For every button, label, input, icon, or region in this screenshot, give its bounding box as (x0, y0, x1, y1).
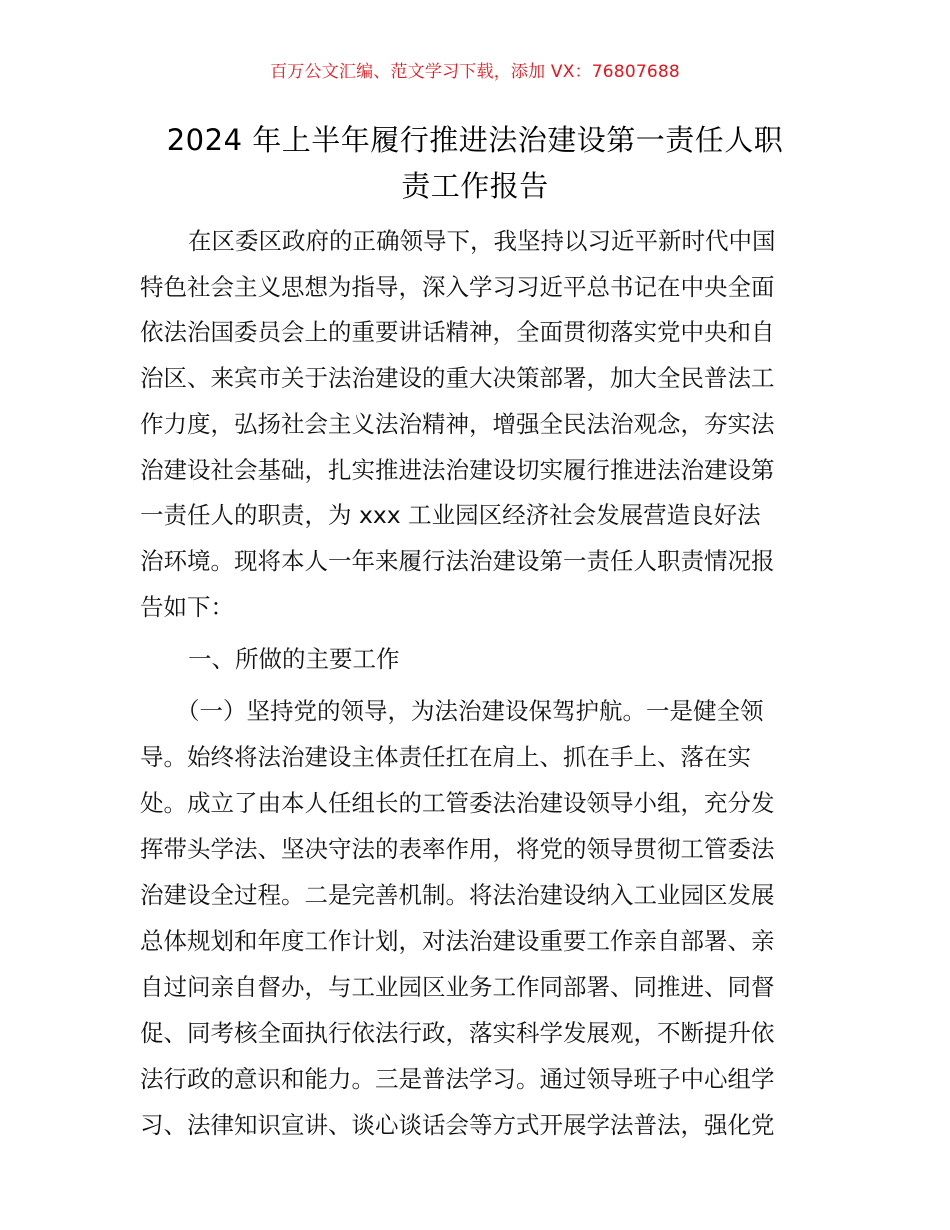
paragraph-line: 促、同考核全面执行依法行政，落实科学发展观，不断提升依 (140, 1019, 775, 1047)
paragraph-line: 挥带头学法、坚决守法的表率作用，将党的领导贯彻工管委法 (140, 835, 775, 863)
paragraph-line: 治环境。现将本人一年来履行法治建设第一责任人职责情况报 (140, 547, 775, 575)
paragraph-line: 在区委区政府的正确领导下，我坚持以习近平新时代中国 (188, 227, 776, 255)
paragraph-line: 习、法律知识宣讲、谈心谈话会等方式开展学法普法，强化党 (140, 1111, 775, 1139)
paragraph-line: 治区、来宾市关于法治建设的重大决策部署，加大全民普法工 (140, 364, 775, 392)
paragraph-line: 特色社会主义思想为指导，深入学习习近平总书记在中央全面 (140, 273, 775, 301)
paragraph-line: 治建设社会基础，扎实推进法治建设切实履行推进法治建设第 (140, 456, 775, 484)
paragraph-line: 依法治国委员会上的重要讲话精神，全面贯彻落实党中央和自 (140, 318, 775, 346)
paragraph-line: 一责任人的职责，为 xxx 工业园区经济社会发展营造良好法 (140, 501, 761, 529)
title-line-2: 责工作报告 (401, 169, 549, 203)
paragraph-line: 作力度，弘扬社会主义法治精神，增强全民法治观念，夯实法 (140, 410, 775, 438)
paragraph-line: 告如下： (140, 593, 234, 621)
paragraph-line: 总体规划和年度工作计划，对法治建设重要工作亲自部署、亲 (140, 927, 775, 955)
paragraph-line: 导。始终将法治建设主体责任扛在肩上、抓在手上、落在实 (140, 743, 751, 771)
paragraph-line: 处。成立了由本人任组长的工管委法治建设领导小组，充分发 (140, 789, 775, 817)
subsection-heading-line: （一）坚持党的领导，为法治建设保驾护航。一是健全领 (176, 697, 764, 725)
title-line-1: 2024 年上半年履行推进法治建设第一责任人职 (166, 123, 784, 157)
paragraph-line: 自过问亲自督办，与工业园区业务工作同部署、同推进、同督 (140, 973, 775, 1001)
paragraph-line: 治建设全过程。二是完善机制。将法治建设纳入工业园区发展 (140, 881, 775, 909)
watermark-banner: 百万公文汇编、范文学习下载，添加 VX：76807688 (270, 62, 680, 82)
paragraph-line: 法行政的意识和能力。三是普法学习。通过领导班子中心组学 (140, 1065, 775, 1093)
section-heading: 一、所做的主要工作 (188, 645, 400, 673)
